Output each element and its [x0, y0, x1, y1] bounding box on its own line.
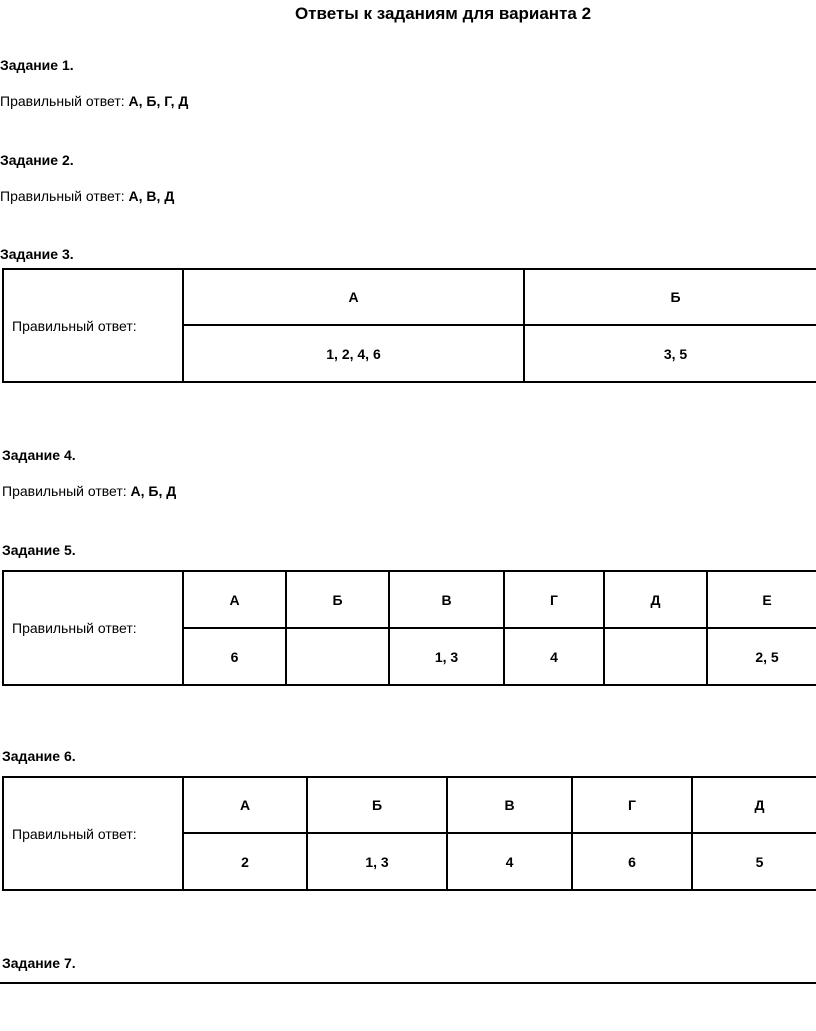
page-title: Ответы к заданиям для варианта 2: [294, 4, 592, 23]
task3-col-header: Б: [524, 269, 816, 325]
task4-answer-label: Правильный ответ:: [2, 483, 127, 499]
task3-answer-label: Правильный ответ:: [3, 269, 183, 382]
task1-answer: [0, 93, 188, 109]
task6-value-cell: 4: [447, 833, 572, 890]
task6-col-header: Г: [572, 777, 692, 833]
task5-value-cell: 1, 3: [389, 628, 504, 685]
task2-answer-value: А, В, Д: [128, 188, 175, 204]
task6-value-cell: 5: [692, 833, 816, 890]
task6-col-header: А: [183, 777, 307, 833]
task5-value-cell: 2, 5: [707, 628, 816, 685]
task5-col-header: Г: [504, 571, 604, 628]
task6-value-cell: 6: [572, 833, 692, 890]
task5-value-cell: 4: [504, 628, 604, 685]
task1-heading: Задание 1.: [0, 57, 74, 73]
task1-answer-value: А, Б, Г, Д: [128, 93, 189, 109]
task5-value-cell: 6: [183, 628, 286, 685]
task5-value-cell: [286, 628, 389, 685]
task6-value-cell: 1, 3: [307, 833, 447, 890]
task4-heading: Задание 4.: [2, 447, 76, 463]
task5-table: [2, 570, 816, 686]
task2-answer: [0, 188, 174, 204]
task7-heading: Задание 7.: [2, 955, 76, 971]
task6-col-header: В: [447, 777, 572, 833]
task2-answer-label: Правильный ответ:: [0, 188, 125, 204]
task3-table: [2, 268, 816, 383]
task5-answer-label: Правильный ответ:: [3, 571, 183, 685]
task5-col-header: Д: [604, 571, 707, 628]
task6-answer-label: Правильный ответ:: [3, 777, 183, 890]
task3-col-header: А: [183, 269, 524, 325]
task5-value-cell: [604, 628, 707, 685]
task6-col-header: Б: [307, 777, 447, 833]
task3-heading: Задание 3.: [0, 246, 74, 262]
task4-answer: [2, 483, 176, 499]
task5-col-header: В: [389, 571, 504, 628]
task6-table: [2, 776, 816, 891]
task3-value-cell: 1, 2, 4, 6: [183, 325, 524, 382]
task2-heading: Задание 2.: [0, 152, 74, 168]
task5-col-header: А: [183, 571, 286, 628]
task3-value-cell: 3, 5: [524, 325, 816, 382]
task5-col-header: Е: [707, 571, 816, 628]
task5-col-header: Б: [286, 571, 389, 628]
task6-col-header: Д: [692, 777, 816, 833]
task1-answer-label: Правильный ответ:: [0, 93, 125, 109]
task6-heading: Задание 6.: [2, 748, 76, 764]
task6-value-cell: 2: [183, 833, 307, 890]
task4-answer-value: А, Б, Д: [130, 483, 177, 499]
task5-heading: Задание 5.: [2, 542, 76, 558]
table-top-rule: [0, 982, 816, 984]
